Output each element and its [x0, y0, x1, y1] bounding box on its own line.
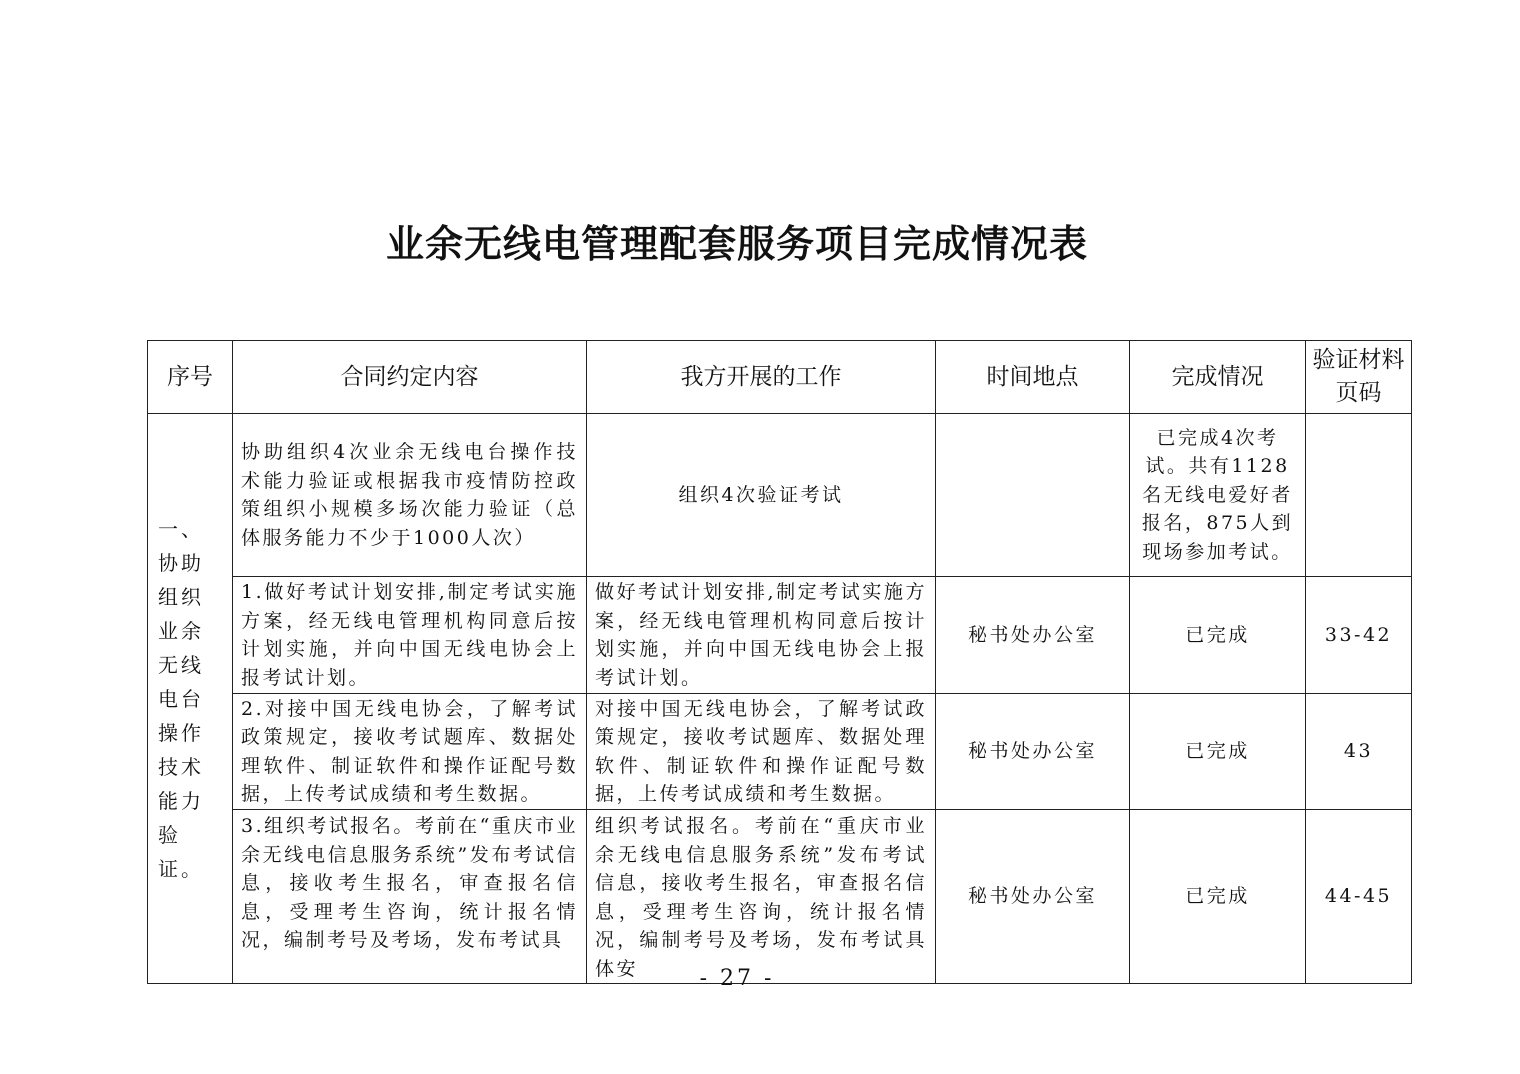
status-cell: 已完成	[1130, 694, 1306, 810]
section-label: 一、协助组织业余无线电台操作技术能力验证。	[148, 414, 233, 984]
header-seq: 序号	[148, 341, 233, 414]
pages-cell: 33-42	[1306, 577, 1412, 694]
place-cell: 秘书处办公室	[936, 577, 1130, 694]
contract-cell: 3.组织考试报名。考前在“重庆市业余无线电信息服务系统”发布考试信息，接收考生报名，审查报名信息，受理考生咨询，统计报名情况，编制考号及考场，发布考试具	[233, 810, 587, 984]
contract-cell: 协助组织4次业余无线电台操作技术能力验证或根据我市疫情防控政策组织小规模多场次能力验证（总体服务能力不少于1000人次）	[233, 414, 587, 577]
page-number: - 27 -	[699, 966, 775, 991]
pages-cell: 43	[1306, 694, 1412, 810]
status-cell: 已完成4次考试。共有1128名无线电爱好者报名，875人到现场参加考试。	[1130, 414, 1306, 577]
place-cell	[936, 414, 1130, 577]
header-status: 完成情况	[1130, 341, 1306, 414]
header-place: 时间地点	[936, 341, 1130, 414]
pages-cell	[1306, 414, 1412, 577]
work-cell: 组织4次验证考试	[587, 414, 936, 577]
header-work: 我方开展的工作	[587, 341, 936, 414]
table-row	[148, 810, 1412, 984]
status-cell: 已完成	[1130, 577, 1306, 694]
pages-cell: 44-45	[1306, 810, 1412, 984]
table-row	[148, 577, 1412, 694]
header-pages: 验证材料页码	[1306, 341, 1412, 414]
table-header-row	[148, 341, 1412, 414]
completion-table	[147, 340, 1412, 984]
table-row	[148, 414, 1412, 577]
table-row	[148, 694, 1412, 810]
work-cell: 做好考试计划安排,制定考试实施方案，经无线电管理机构同意后按计划实施，并向中国无线电协会上报考试计划。	[587, 577, 936, 694]
contract-cell: 1.做好考试计划安排,制定考试实施方案，经无线电管理机构同意后按计划实施，并向中国无线电协会上报考试计划。	[233, 577, 587, 694]
work-cell: 对接中国无线电协会，了解考试政策规定，接收考试题库、数据处理软件、制证软件和操作证配号数据，上传考试成绩和考生数据。	[587, 694, 936, 810]
place-cell: 秘书处办公室	[936, 810, 1130, 984]
document-title: 业余无线电管理配套服务项目完成情况表	[385, 221, 1088, 266]
contract-cell: 2.对接中国无线电协会，了解考试政策规定，接收考试题库、数据处理软件、制证软件和操作证配号数据，上传考试成绩和考生数据。	[233, 694, 587, 810]
status-cell: 已完成	[1130, 810, 1306, 984]
place-cell: 秘书处办公室	[936, 694, 1130, 810]
header-contract: 合同约定内容	[233, 341, 587, 414]
work-cell: 组织考试报名。考前在“重庆市业余无线电信息服务系统”发布考试信息，接收考生报名，审查报名信息，受理考生咨询，统计报名情况，编制考号及考场，发布考试具体安	[587, 810, 936, 984]
